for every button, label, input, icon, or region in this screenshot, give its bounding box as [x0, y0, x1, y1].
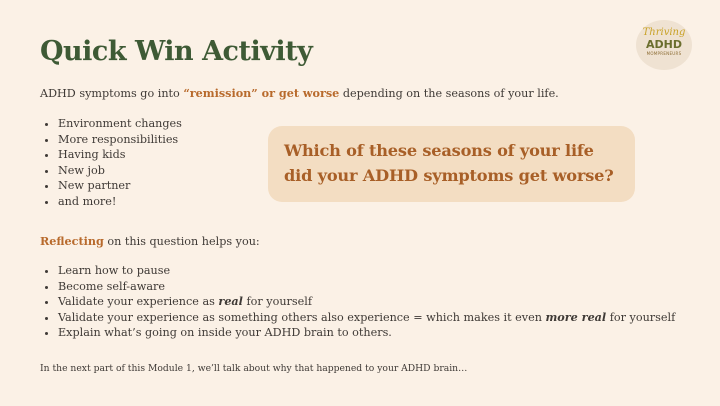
list-item: • More responsibilities — [58, 132, 182, 148]
reflecting-paragraph — [40, 234, 260, 248]
list-item: • Explain what’s going on inside your ADHD brain to others. — [58, 325, 675, 341]
benefit-text: for yourself — [606, 310, 676, 324]
benefit-emphasis: real — [218, 294, 243, 308]
logo-text-thriving: Thriving — [642, 27, 686, 38]
seasons-list — [40, 116, 182, 209]
list-item: • and more! — [58, 194, 182, 210]
benefit-text: Validate your experience as something others also experience = which makes it even — [58, 310, 546, 324]
list-item: • Become self-aware — [58, 279, 675, 295]
reflecting-text: on this question helps you: — [103, 235, 260, 248]
benefits-list — [40, 263, 675, 341]
benefit-emphasis: more real — [545, 309, 607, 324]
benefit-text: for yourself — [242, 295, 312, 308]
list-item: • New job — [58, 163, 182, 179]
question-text: Which of these seasons of your life did your ADHD symptoms get worse? — [284, 141, 614, 185]
list-item: • New partner — [58, 178, 182, 194]
list-item: • Learn how to pause — [58, 263, 675, 279]
footer-note: In the next part of this Module 1, we’ll talk about why that happened to your ADHD brain… — [40, 363, 468, 374]
list-item — [58, 294, 675, 310]
logo-text-adhd: ADHD — [646, 38, 682, 51]
page-title: Quick Win Activity — [40, 36, 313, 67]
intro-paragraph — [40, 86, 559, 100]
brand-logo — [636, 20, 692, 70]
list-item: • Environment changes — [58, 116, 182, 132]
intro-text-before: ADHD symptoms go into — [40, 87, 184, 100]
question-callout — [268, 126, 635, 202]
intro-highlight: “remission” or get worse — [183, 86, 340, 100]
intro-text-after: depending on the seasons of your life. — [339, 87, 559, 100]
benefit-text: Validate your experience as — [58, 295, 219, 308]
list-item: • Having kids — [58, 147, 182, 163]
reflecting-highlight: Reflecting — [40, 234, 104, 248]
logo-text-mompreneurs: MOMPRENEURS — [646, 51, 682, 56]
list-item — [58, 310, 675, 326]
